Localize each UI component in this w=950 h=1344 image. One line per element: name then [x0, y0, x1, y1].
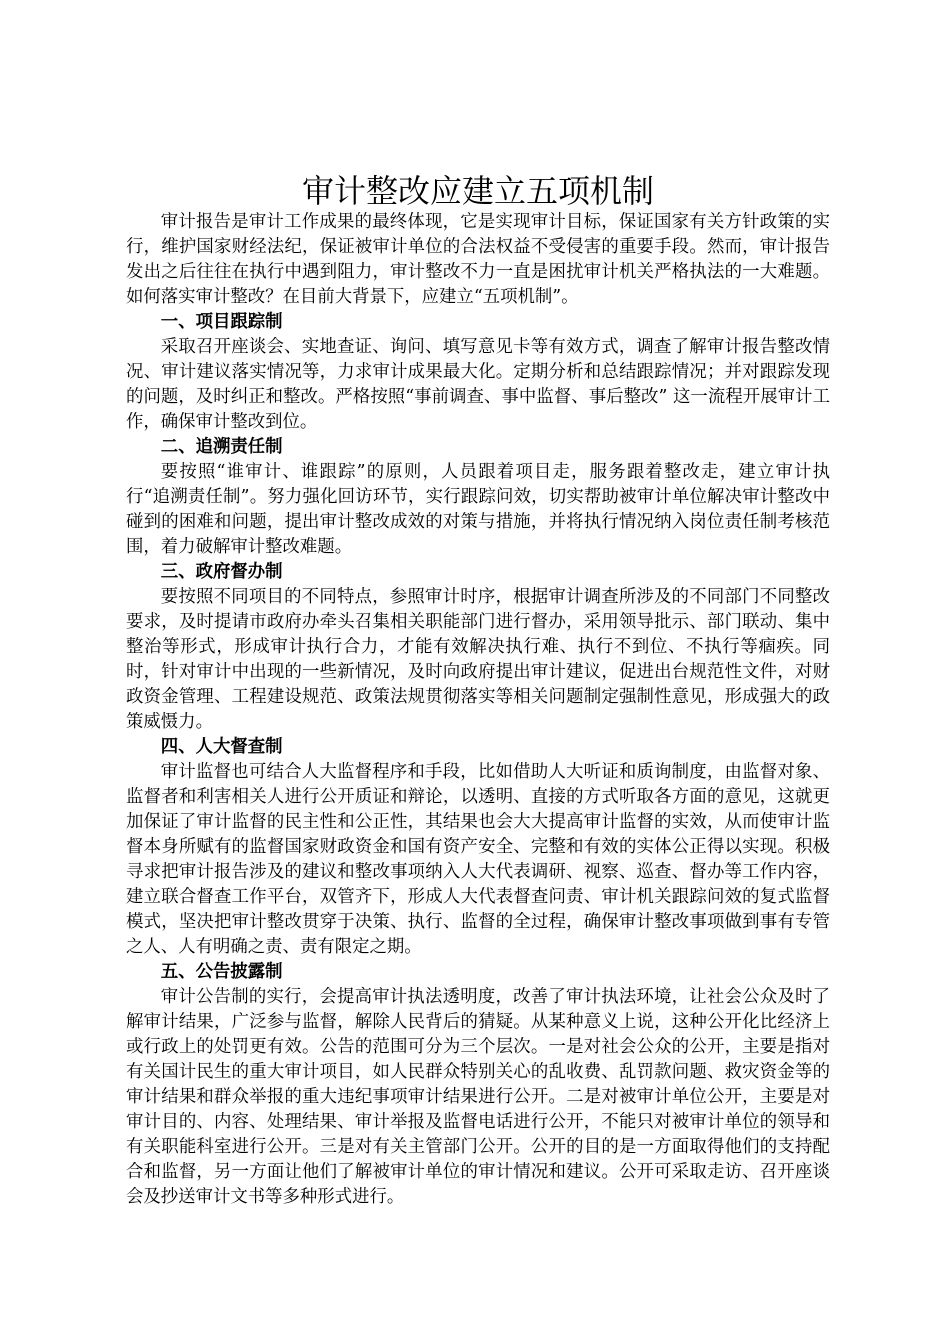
section-body-2: 要按照“谁审计、谁跟踪”的原则，人员跟着项目走，服务跟着整改走，建立审计执行“追溯责任制”。努力强化回访环节，实行跟踪问效，切实帮助被审计单位解决审计整改中碰到的困难和问题，提出审计整改成效的对策与措施，并将执行情况纳入岗位责任制考核范围，着力破解审计整改难题。	[126, 462, 830, 557]
section-heading-2: 二、追溯责任制	[160, 437, 283, 457]
section-heading-5: 五、公告披露制	[160, 962, 283, 982]
section-heading-4: 四、人大督查制	[160, 737, 283, 757]
document-title: 审计整改应建立五项机制	[301, 172, 654, 210]
section-heading-3: 三、政府督办制	[160, 562, 283, 582]
section-body-3: 要按照不同项目的不同特点，参照审计时序，根据审计调查所涉及的不同部门不同整改要求，及时提请市政府办牵头召集相关职能部门进行督办，采用领导批示、部门联动、集中整治等形式，形成审计执行合力，才能有效解决执行难、执行不到位、不执行等痼疾。同时，针对审计中出现的一些新情况，及时向政府提出审计建议，促进出台规范性文件，对财政资金管理、工程建设规范、政策法规贯彻落实等相关问题制定强制性意见，形成强大的政策威慑力。	[126, 587, 830, 732]
section-body-5: 审计公告制的实行，会提高审计执法透明度，改善了审计执法环境，让社会公众及时了解审计结果，广泛参与监督，解除人民背后的猜疑。从某种意义上说，这种公开化比经济上或行政上的处罚更有效。公告的范围可分为三个层次。一是对社会公众的公开，主要是指对有关国计民生的重大审计项目，如人民群众特别关心的乱收费、乱罚款问题、救灾资金等的审计结果和群众举报的重大违纪事项审计结果进行公开。二是对被审计单位公开，主要是对审计目的、内容、处理结果、审计举报及监督电话进行公开，不能只对被审计单位的领导和有关职能科室进行公开。三是对有关主管部门公开。公开的目的是一方面取得他们的支持配合和监督，另一方面让他们了解被审计单位的审计情况和建议。公开可采取走访、召开座谈会及抄送审计文书等多种形式进行。	[126, 987, 830, 1207]
intro-paragraph: 审计报告是审计工作成果的最终体现，它是实现审计目标，保证国家有关方针政策的实行，维护国家财经法纪，保证被审计单位的合法权益不受侵害的重要手段。然而，审计报告发出之后往往在执行中遇到阻力，审计整改不力一直是困扰审计机关严格执法的一大难题。如何落实审计整改？在目前大背景下，应建立“五项机制”。	[126, 212, 830, 307]
document-page	[126, 172, 830, 1210]
section-body-4: 审计监督也可结合人大监督程序和手段，比如借助人大听证和质询制度，由监督对象、监督者和利害相关人进行公开质证和辩论，以透明、直接的方式听取各方面的意见，这就更加保证了审计监督的民主性和公正性，其结果也会大大提高审计监督的实效，从而使审计监督本身所赋有的监督国家财政资金和国有资产安全、完整和有效的实体公正得以实现。积极寻求把审计报告涉及的建议和整改事项纳入人大代表调研、视察、巡查、督办等工作内容，建立联合督查工作平台，双管齐下，形成人大代表督查问责、审计机关跟踪问效的复式监督模式，坚决把审计整改贯穿于决策、执行、监督的全过程，确保审计整改事项做到事有专管之人、人有明确之责、责有限定之期。	[126, 762, 830, 957]
section-body-1: 采取召开座谈会、实地查证、询问、填写意见卡等有效方式，调查了解审计报告整改情况、审计建议落实情况等，力求审计成果最大化。定期分析和总结跟踪情况；并对跟踪发现的问题，及时纠正和整改。严格按照“事前调查、事中监督、事后整改” 这一流程开展审计工作，确保审计整改到位。	[126, 337, 830, 432]
section-heading-1: 一、项目跟踪制	[160, 312, 283, 332]
